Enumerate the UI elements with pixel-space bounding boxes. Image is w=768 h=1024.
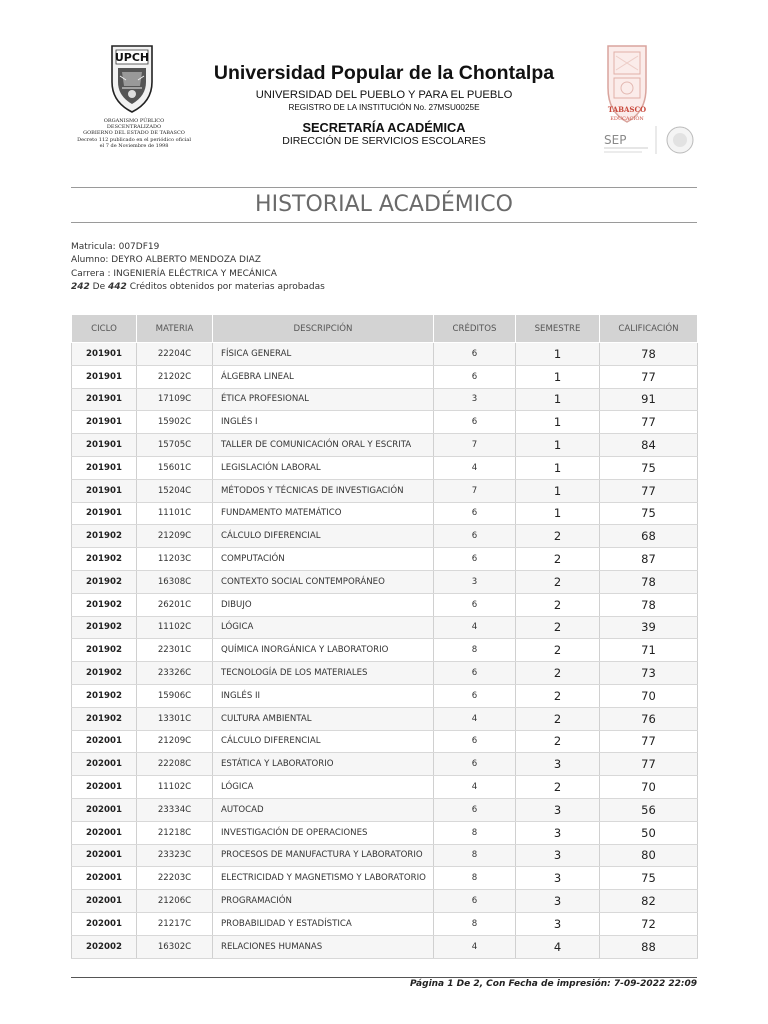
title-bottom-rule bbox=[71, 222, 697, 223]
table-row bbox=[72, 456, 698, 479]
cell-descripcion: ÉTICA PROFESIONAL bbox=[213, 388, 434, 411]
cell-materia: 13301C bbox=[137, 707, 213, 730]
cell-semestre: 1 bbox=[516, 502, 600, 525]
cell-calificacion: 75 bbox=[600, 502, 698, 525]
cell-creditos: 3 bbox=[434, 388, 516, 411]
cell-calificacion: 75 bbox=[600, 867, 698, 890]
credits-text: Créditos obtenidos por materias aprobadas bbox=[129, 281, 325, 292]
cell-descripcion: FUNDAMENTO MATEMÁTICO bbox=[213, 502, 434, 525]
grades-table bbox=[71, 314, 698, 959]
tabasco-sep-logo-icon bbox=[596, 42, 706, 160]
cell-calificacion: 77 bbox=[600, 479, 698, 502]
organization-note bbox=[72, 118, 196, 149]
cell-materia: 23323C bbox=[137, 844, 213, 867]
page-footer: Página 1 De 2, Con Fecha de impresión: 7-09-2022 22:09 bbox=[410, 979, 697, 989]
cell-descripcion: FÍSICA GENERAL bbox=[213, 343, 434, 366]
cell-semestre: 2 bbox=[516, 730, 600, 753]
column-header-ciclo: CICLO bbox=[72, 315, 137, 343]
cell-semestre: 1 bbox=[516, 479, 600, 502]
cell-creditos: 6 bbox=[434, 343, 516, 366]
cell-calificacion: 75 bbox=[600, 456, 698, 479]
cell-descripcion: PROBABILIDAD Y ESTADÍSTICA bbox=[213, 912, 434, 935]
table-row bbox=[72, 707, 698, 730]
cell-ciclo: 201902 bbox=[72, 707, 137, 730]
cell-ciclo: 202001 bbox=[72, 844, 137, 867]
cell-descripcion: RELACIONES HUMANAS bbox=[213, 935, 434, 958]
cell-ciclo: 201902 bbox=[72, 525, 137, 548]
alumno-value: DEYRO ALBERTO MENDOZA DIAZ bbox=[111, 255, 261, 266]
cell-ciclo: 202001 bbox=[72, 798, 137, 821]
cell-semestre: 1 bbox=[516, 365, 600, 388]
cell-materia: 15902C bbox=[137, 411, 213, 434]
cell-ciclo: 201902 bbox=[72, 662, 137, 685]
cell-ciclo: 201902 bbox=[72, 616, 137, 639]
credits-total: 442 bbox=[108, 281, 127, 292]
table-header-row bbox=[72, 315, 698, 343]
cell-calificacion: 78 bbox=[600, 343, 698, 366]
cell-descripcion: CULTURA AMBIENTAL bbox=[213, 707, 434, 730]
cell-materia: 21209C bbox=[137, 525, 213, 548]
cell-calificacion: 84 bbox=[600, 434, 698, 457]
alumno-label: Alumno: bbox=[71, 255, 109, 266]
document-title: HISTORIAL ACADÉMICO bbox=[255, 192, 513, 217]
grades-table-body bbox=[72, 343, 698, 959]
cell-creditos: 6 bbox=[434, 525, 516, 548]
cell-semestre: 2 bbox=[516, 707, 600, 730]
cell-calificacion: 77 bbox=[600, 411, 698, 434]
university-motto: UNIVERSIDAD DEL PUEBLO Y PARA EL PUEBLO bbox=[255, 89, 513, 101]
cell-materia: 11203C bbox=[137, 548, 213, 571]
cell-ciclo: 201901 bbox=[72, 411, 137, 434]
table-row bbox=[72, 570, 698, 593]
direction-name: DIRECCIÓN DE SERVICIOS ESCOLARES bbox=[282, 135, 486, 147]
cell-materia: 21202C bbox=[137, 365, 213, 388]
cell-materia: 21209C bbox=[137, 730, 213, 753]
cell-creditos: 8 bbox=[434, 821, 516, 844]
sep-text: SEP bbox=[604, 133, 627, 147]
table-row bbox=[72, 479, 698, 502]
cell-descripcion: ELECTRICIDAD Y MAGNETISMO Y LABORATORIO bbox=[213, 867, 434, 890]
cell-calificacion: 76 bbox=[600, 707, 698, 730]
table-row bbox=[72, 593, 698, 616]
cell-ciclo: 202001 bbox=[72, 730, 137, 753]
cell-creditos: 6 bbox=[434, 890, 516, 913]
cell-semestre: 2 bbox=[516, 662, 600, 685]
logo-state-text: TABASCO bbox=[607, 105, 647, 114]
cell-ciclo: 201901 bbox=[72, 388, 137, 411]
cell-semestre: 1 bbox=[516, 456, 600, 479]
cell-materia: 21206C bbox=[137, 890, 213, 913]
cell-creditos: 6 bbox=[434, 730, 516, 753]
table-row bbox=[72, 753, 698, 776]
cell-calificacion: 88 bbox=[600, 935, 698, 958]
cell-ciclo: 201902 bbox=[72, 548, 137, 571]
table-row bbox=[72, 343, 698, 366]
cell-materia: 16308C bbox=[137, 570, 213, 593]
cell-materia: 15601C bbox=[137, 456, 213, 479]
cell-semestre: 3 bbox=[516, 821, 600, 844]
table-row bbox=[72, 867, 698, 890]
cell-semestre: 3 bbox=[516, 753, 600, 776]
matricula-line bbox=[71, 241, 325, 254]
logo-dept-text: EDUCACIÓN bbox=[610, 116, 644, 122]
cell-descripcion: ESTÁTICA Y LABORATORIO bbox=[213, 753, 434, 776]
cell-creditos: 6 bbox=[434, 548, 516, 571]
cell-creditos: 8 bbox=[434, 867, 516, 890]
cell-calificacion: 70 bbox=[600, 776, 698, 799]
cell-materia: 22203C bbox=[137, 867, 213, 890]
matricula-label: Matricula: bbox=[71, 242, 116, 252]
cell-calificacion: 56 bbox=[600, 798, 698, 821]
cell-materia: 26201C bbox=[137, 593, 213, 616]
cell-semestre: 3 bbox=[516, 844, 600, 867]
cell-creditos: 8 bbox=[434, 844, 516, 867]
cell-materia: 15906C bbox=[137, 684, 213, 707]
table-row bbox=[72, 548, 698, 571]
cell-ciclo: 202001 bbox=[72, 821, 137, 844]
cell-semestre: 2 bbox=[516, 684, 600, 707]
cell-descripcion: LEGISLACIÓN LABORAL bbox=[213, 456, 434, 479]
cell-calificacion: 87 bbox=[600, 548, 698, 571]
cell-calificacion: 68 bbox=[600, 525, 698, 548]
cell-creditos: 6 bbox=[434, 753, 516, 776]
cell-creditos: 6 bbox=[434, 365, 516, 388]
cell-semestre: 4 bbox=[516, 935, 600, 958]
student-info bbox=[71, 241, 325, 294]
cell-materia: 15705C bbox=[137, 434, 213, 457]
org-line: GOBIERNO DEL ESTADO DE TABASCO bbox=[83, 130, 185, 137]
cell-ciclo: 201901 bbox=[72, 502, 137, 525]
cell-ciclo: 202001 bbox=[72, 912, 137, 935]
cell-ciclo: 201901 bbox=[72, 479, 137, 502]
cell-descripcion: MÉTODOS Y TÉCNICAS DE INVESTIGACIÓN bbox=[213, 479, 434, 502]
cell-creditos: 4 bbox=[434, 616, 516, 639]
cell-ciclo: 201901 bbox=[72, 343, 137, 366]
table-row bbox=[72, 502, 698, 525]
cell-descripcion: ÁLGEBRA LINEAL bbox=[213, 365, 434, 388]
alumno-line bbox=[71, 254, 325, 267]
cell-descripcion: INVESTIGACIÓN DE OPERACIONES bbox=[213, 821, 434, 844]
cell-materia: 22208C bbox=[137, 753, 213, 776]
cell-descripcion: TALLER DE COMUNICACIÓN ORAL Y ESCRITA bbox=[213, 434, 434, 457]
org-line: Decreto 112 publicado en el periódico oficial bbox=[77, 136, 191, 143]
cell-calificacion: 78 bbox=[600, 593, 698, 616]
cell-ciclo: 202001 bbox=[72, 890, 137, 913]
institution-registry: REGISTRO DE LA INSTITUCIÓN No. 27MSU0025E bbox=[288, 103, 480, 112]
org-line: ORGANISMO PÚBLICO bbox=[103, 118, 165, 124]
cell-calificacion: 39 bbox=[600, 616, 698, 639]
cell-calificacion: 71 bbox=[600, 639, 698, 662]
cell-semestre: 3 bbox=[516, 867, 600, 890]
header-block bbox=[200, 60, 568, 148]
column-header-materia: MATERIA bbox=[137, 315, 213, 343]
cell-creditos: 7 bbox=[434, 479, 516, 502]
column-header-creditos: CRÉDITOS bbox=[434, 315, 516, 343]
cell-semestre: 1 bbox=[516, 434, 600, 457]
cell-descripcion: PROGRAMACIÓN bbox=[213, 890, 434, 913]
cell-materia: 23326C bbox=[137, 662, 213, 685]
table-row bbox=[72, 639, 698, 662]
table-row bbox=[72, 798, 698, 821]
cell-creditos: 6 bbox=[434, 593, 516, 616]
cell-ciclo: 202001 bbox=[72, 776, 137, 799]
column-header-semestre: SEMESTRE bbox=[516, 315, 600, 343]
cell-semestre: 2 bbox=[516, 639, 600, 662]
logo-letters: UPCH bbox=[114, 51, 150, 64]
matricula-value: 007DF19 bbox=[118, 242, 160, 252]
table-row bbox=[72, 616, 698, 639]
cell-creditos: 6 bbox=[434, 684, 516, 707]
cell-calificacion: 77 bbox=[600, 365, 698, 388]
cell-calificacion: 80 bbox=[600, 844, 698, 867]
cell-materia: 22204C bbox=[137, 343, 213, 366]
cell-semestre: 2 bbox=[516, 776, 600, 799]
table-row bbox=[72, 388, 698, 411]
column-header-calificacion: CALIFICACIÓN bbox=[600, 315, 698, 343]
cell-creditos: 6 bbox=[434, 502, 516, 525]
cell-descripcion: COMPUTACIÓN bbox=[213, 548, 434, 571]
cell-calificacion: 77 bbox=[600, 753, 698, 776]
cell-materia: 11101C bbox=[137, 502, 213, 525]
table-row bbox=[72, 434, 698, 457]
credits-line bbox=[71, 281, 325, 294]
cell-semestre: 2 bbox=[516, 593, 600, 616]
table-row bbox=[72, 935, 698, 958]
cell-creditos: 3 bbox=[434, 570, 516, 593]
table-row bbox=[72, 525, 698, 548]
cell-creditos: 6 bbox=[434, 662, 516, 685]
cell-semestre: 2 bbox=[516, 525, 600, 548]
cell-creditos: 4 bbox=[434, 935, 516, 958]
cell-ciclo: 201902 bbox=[72, 684, 137, 707]
cell-descripcion: PROCESOS DE MANUFACTURA Y LABORATORIO bbox=[213, 844, 434, 867]
cell-calificacion: 72 bbox=[600, 912, 698, 935]
cell-creditos: 8 bbox=[434, 639, 516, 662]
cell-ciclo: 202001 bbox=[72, 753, 137, 776]
secretariat-name: SECRETARÍA ACADÉMICA bbox=[302, 120, 466, 135]
org-line: DESCENTRALIZADO bbox=[106, 124, 162, 131]
table-row bbox=[72, 890, 698, 913]
university-name: Universidad Popular de la Chontalpa bbox=[213, 62, 555, 84]
table-row bbox=[72, 662, 698, 685]
cell-creditos: 7 bbox=[434, 434, 516, 457]
table-row bbox=[72, 365, 698, 388]
cell-materia: 23334C bbox=[137, 798, 213, 821]
cell-ciclo: 202002 bbox=[72, 935, 137, 958]
cell-semestre: 2 bbox=[516, 548, 600, 571]
cell-materia: 11102C bbox=[137, 776, 213, 799]
table-row bbox=[72, 684, 698, 707]
cell-materia: 16302C bbox=[137, 935, 213, 958]
cell-materia: 21218C bbox=[137, 821, 213, 844]
cell-creditos: 4 bbox=[434, 776, 516, 799]
cell-materia: 11102C bbox=[137, 616, 213, 639]
cell-semestre: 1 bbox=[516, 343, 600, 366]
carrera-line bbox=[71, 268, 325, 281]
table-row bbox=[72, 821, 698, 844]
cell-semestre: 3 bbox=[516, 890, 600, 913]
cell-descripcion: CÁLCULO DIFERENCIAL bbox=[213, 730, 434, 753]
carrera-value: INGENIERÍA ELÉCTRICA Y MECÁNICA bbox=[113, 268, 277, 279]
cell-ciclo: 201902 bbox=[72, 639, 137, 662]
table-row bbox=[72, 730, 698, 753]
cell-calificacion: 77 bbox=[600, 730, 698, 753]
cell-calificacion: 70 bbox=[600, 684, 698, 707]
cell-creditos: 4 bbox=[434, 456, 516, 479]
cell-descripcion: INGLÉS I bbox=[213, 411, 434, 434]
cell-semestre: 3 bbox=[516, 798, 600, 821]
cell-semestre: 2 bbox=[516, 616, 600, 639]
credits-of: De bbox=[92, 281, 106, 292]
cell-ciclo: 201901 bbox=[72, 365, 137, 388]
cell-creditos: 8 bbox=[434, 912, 516, 935]
cell-descripcion: CÁLCULO DIFERENCIAL bbox=[213, 525, 434, 548]
org-line: el 7 de Noviembre de 1998 bbox=[99, 142, 169, 149]
table-row bbox=[72, 912, 698, 935]
cell-materia: 17109C bbox=[137, 388, 213, 411]
cell-calificacion: 91 bbox=[600, 388, 698, 411]
cell-semestre: 2 bbox=[516, 570, 600, 593]
cell-ciclo: 201902 bbox=[72, 570, 137, 593]
cell-creditos: 6 bbox=[434, 411, 516, 434]
cell-calificacion: 73 bbox=[600, 662, 698, 685]
cell-descripcion: AUTOCAD bbox=[213, 798, 434, 821]
cell-semestre: 1 bbox=[516, 411, 600, 434]
column-header-descripcion: DESCRIPCIÓN bbox=[213, 315, 434, 343]
cell-descripcion: DIBUJO bbox=[213, 593, 434, 616]
cell-descripcion: LÓGICA bbox=[213, 616, 434, 639]
carrera-label: Carrera : bbox=[71, 268, 111, 279]
cell-calificacion: 50 bbox=[600, 821, 698, 844]
table-row bbox=[72, 844, 698, 867]
table-row bbox=[72, 776, 698, 799]
credits-earned: 242 bbox=[71, 281, 90, 292]
university-logo-icon bbox=[106, 42, 158, 114]
cell-semestre: 1 bbox=[516, 388, 600, 411]
cell-ciclo: 201901 bbox=[72, 456, 137, 479]
cell-creditos: 4 bbox=[434, 707, 516, 730]
cell-ciclo: 201902 bbox=[72, 593, 137, 616]
cell-calificacion: 82 bbox=[600, 890, 698, 913]
cell-materia: 22301C bbox=[137, 639, 213, 662]
table-row bbox=[72, 411, 698, 434]
cell-materia: 15204C bbox=[137, 479, 213, 502]
cell-calificacion: 78 bbox=[600, 570, 698, 593]
cell-ciclo: 201901 bbox=[72, 434, 137, 457]
cell-materia: 21217C bbox=[137, 912, 213, 935]
cell-descripcion: CONTEXTO SOCIAL CONTEMPORÁNEO bbox=[213, 570, 434, 593]
cell-descripcion: LÓGICA bbox=[213, 776, 434, 799]
cell-descripcion: QUÍMICA INORGÁNICA Y LABORATORIO bbox=[213, 639, 434, 662]
cell-ciclo: 202001 bbox=[72, 867, 137, 890]
cell-descripcion: TECNOLOGÍA DE LOS MATERIALES bbox=[213, 662, 434, 685]
cell-semestre: 3 bbox=[516, 912, 600, 935]
cell-creditos: 6 bbox=[434, 798, 516, 821]
cell-descripcion: INGLÉS II bbox=[213, 684, 434, 707]
